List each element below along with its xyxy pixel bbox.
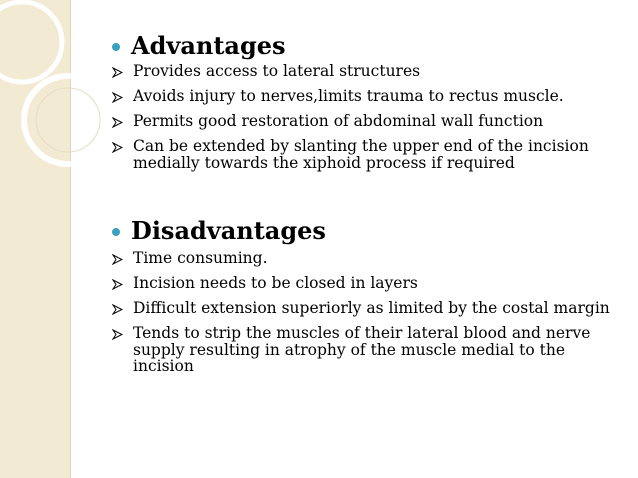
arrowhead-bullet-icon: [112, 329, 123, 340]
list-item-text: Incision needs to be closed in layers: [133, 274, 418, 292]
filled-circle-icon: [112, 43, 120, 51]
disadvantages-title: Disadvantages: [131, 216, 326, 245]
decorative-ring-inner: [36, 88, 100, 152]
list-item: [112, 138, 612, 171]
advantages-list: [112, 63, 612, 180]
decorative-rings: [0, 0, 120, 200]
advantages-heading: [112, 32, 286, 60]
arrowhead-bullet-icon: [112, 67, 123, 78]
list-item: [112, 88, 612, 105]
list-item-text: Time consuming.: [133, 249, 268, 267]
list-item-text: Difficult extension superiorly as limited by the costal margin: [133, 299, 610, 317]
arrowhead-bullet-icon: [112, 92, 123, 103]
arrowhead-bullet-icon: [112, 279, 123, 290]
list-item: [112, 63, 612, 80]
advantages-title: Advantages: [131, 31, 286, 60]
arrowhead-bullet-icon: [112, 142, 123, 153]
list-item: [112, 325, 612, 375]
disadvantages-heading: [112, 217, 326, 245]
list-item-text: Tends to strip the muscles of their lateral blood and nerve supply resulting in atrophy of the muscle medial to the incision: [133, 324, 591, 375]
list-item: [112, 113, 612, 130]
list-item-text: Avoids injury to nerves,limits trauma to rectus muscle.: [133, 87, 564, 105]
decorative-ring-lower: [24, 76, 112, 164]
arrowhead-bullet-icon: [112, 254, 123, 265]
decorative-ring-upper: [0, 2, 62, 82]
arrowhead-bullet-icon: [112, 304, 123, 315]
list-item-text: Permits good restoration of abdominal wall function: [133, 112, 544, 130]
list-item-text: Can be extended by slanting the upper end of the incision medially towards the xiphoid process if required: [133, 137, 589, 172]
list-item-text: Provides access to lateral structures: [133, 62, 421, 80]
list-item: [112, 275, 612, 292]
arrowhead-bullet-icon: [112, 117, 123, 128]
disadvantages-list: [112, 250, 612, 383]
filled-circle-icon: [112, 228, 120, 236]
list-item: [112, 250, 612, 267]
list-item: [112, 300, 612, 317]
